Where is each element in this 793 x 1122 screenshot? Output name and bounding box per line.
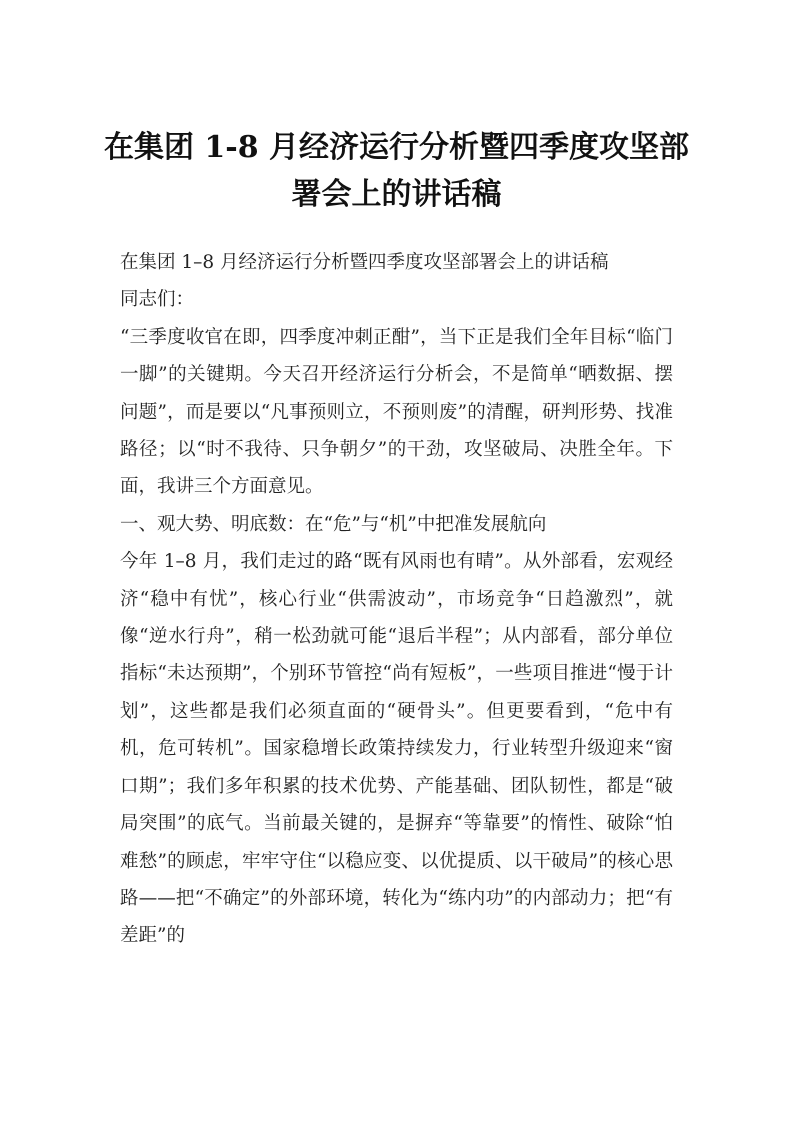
section-1-paragraph: 今年 1–8 月，我们走过的路“既有风雨也有晴”。从外部看，宏观经济“稳中有忧”，核心行业“供需波动”，市场竞争“日趋激烈”，就像“逆水行舟”，稍一松劲就可能“退后半程”；从内部看，部分单位指标“未达预期”，个别环节管控“尚有短板”，一些项目推进“慢于计划”，这些都是我们必须直面的“硬骨头”。但更要看到，“危中有机，危可转机”。国家稳增长政策持续发力，行业转型升级迎来“窗口期”；我们多年积累的技术优势、产能基础、团队韧性，都是“破局突围”的底气。当前最关键的，是摒弃“等靠要”的惰性、破除“怕难愁”的顾虑，牢牢守住“以稳应变、以优提质、以干破局”的核心思路——把“不确定”的外部环境，转化为“练内功”的内部动力；把“有差距”的: [120, 551, 673, 947]
document-title-line-2: 署会上的讲话稿: [291, 177, 502, 212]
salutation-paragraph: 同志们：: [120, 289, 195, 311]
document-body: [120, 244, 673, 955]
intro-paragraph: “三季度收官在即，四季度冲刺正酣”，当下正是我们全年目标“临门一脚”的关键期。今天召开经济运行分析会，不是简单“晒数据、摆问题”，而是要以“凡事预则立，不预则废”的清醒，研判形势、找准路径；以“时不我待、只争朝夕”的干劲，攻坚破局、决胜全年。下面，我讲三个方面意见。: [120, 326, 673, 498]
document-title-line-1: 在集团 1-8 月经济运行分析暨四季度攻坚部: [103, 130, 690, 165]
subtitle-paragraph: 在集团 1–8 月经济运行分析暨四季度攻坚部署会上的讲话稿: [120, 252, 609, 273]
section-heading-1: 一、观大势、明底数：在“危”与“机”中把准发展航向: [120, 513, 547, 535]
